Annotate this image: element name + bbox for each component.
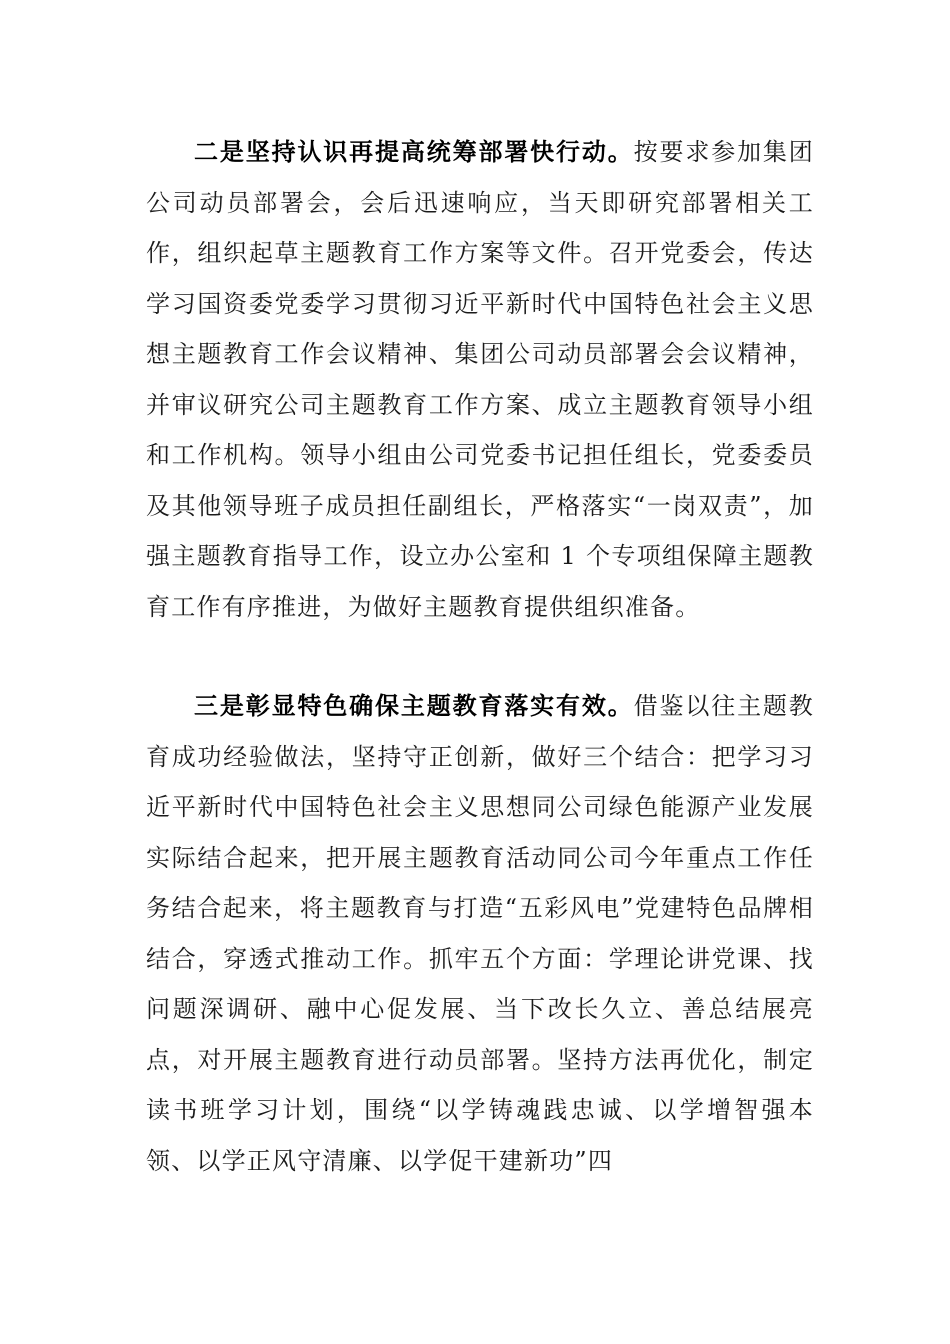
paragraph-3 [146,681,814,1186]
paragraph-heading: 三是彰显特色确保主题教育落实有效。 [194,691,634,720]
paragraph-body: 按要求参加集团公司动员部署会，会后迅速响应，当天即研究部署相关工作，组织起草主题教育工作方案等文件。召开党委会，传达学习国资委党委学习贯彻习近平新时代中国特色社会主义思想主题教育工作会议精神、集团公司动员部署会会议精神，并审议研究公司主题教育工作方案、成立主题教育领导小组和工作机构。领导小组由公司党委书记担任组长，党委委员及其他领导班子成员担任副组长，严格落实“一岗双责”，加强主题教育指导工作，设立办公室和 1 个专项组保障主题教育工作有序推进，为做好主题教育提供组织准备。 [146,138,814,621]
paragraph-2 [146,127,814,632]
paragraph-body: 借鉴以往主题教育成功经验做法，坚持守正创新，做好三个结合：把学习习近平新时代中国特色社会主义思想同公司绿色能源产业发展实际结合起来，把开展主题教育活动同公司今年重点工作任务结合起来，将主题教育与打造“五彩风电”党建特色品牌相结合，穿透式推动工作。抓牢五个方面：学理论讲党课、找问题深调研、融中心促发展、当下改长久立、善总结展亮点，对开展主题教育进行动员部署。坚持方法再优化，制定读书班学习计划，围绕“以学铸魂践忠诚、以学增智强本领、以学正风守清廉、以学促干建新功”四 [146,692,814,1175]
paragraph-heading: 二是坚持认识再提高统筹部署快行动。 [194,137,634,166]
